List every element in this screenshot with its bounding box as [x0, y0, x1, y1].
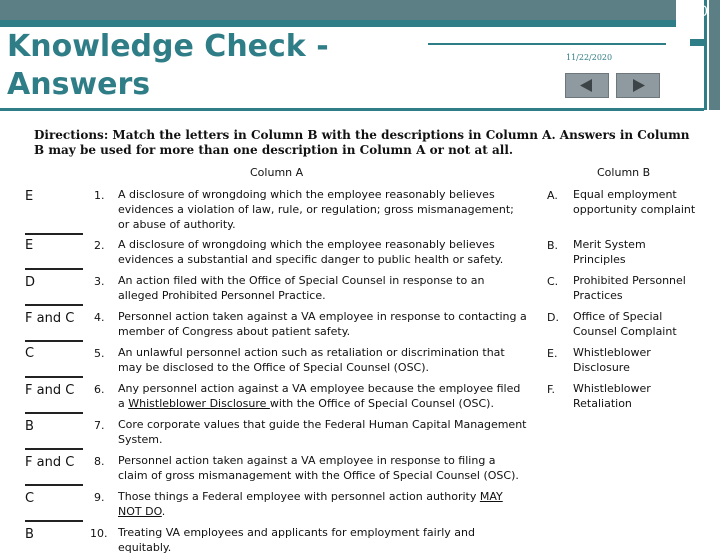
column-b-letter: E. [547, 347, 558, 360]
column-a-item-2: A disclosure of wrongdoing which the employee reasonably believes evidences a substantial and specific danger to public health or safety. [118, 238, 504, 266]
answer-10: B [25, 527, 34, 542]
item-9-text-before: Those things a Federal employee with personnel action authority [118, 490, 480, 503]
column-b-item-d: Office of Special Counsel Complaint [573, 310, 677, 338]
header-bar-accent [0, 20, 676, 27]
item-6-text-underlined: Whistleblower Disclosure [128, 397, 270, 410]
answer-7: B [25, 419, 34, 434]
column-b-letter: C. [547, 275, 559, 288]
column-b-item-b: Merit System Principles [573, 238, 646, 266]
column-b-header: Column B [597, 166, 651, 179]
item-number: 9. [94, 491, 105, 504]
forward-arrow-icon [617, 74, 659, 97]
item-9-text-underlined: MAY NOT DO [118, 490, 503, 518]
column-b-item-f: Whistleblower Retaliation [573, 382, 651, 410]
answer-underline [25, 448, 83, 450]
title-rule-end [690, 39, 704, 46]
answer-underline [25, 412, 83, 414]
column-a-item-3: An action filed with the Office of Special Counsel in response to an alleged Prohibited Personnel Practice. [118, 274, 485, 302]
item-number: 8. [94, 455, 105, 468]
item-number: 6. [94, 383, 105, 396]
answer-2: E [25, 238, 34, 253]
item-6-text-before: Any personnel action against a VA employee because the employee filed a [118, 382, 521, 410]
column-a-item-6 [118, 381, 528, 411]
answer-underline [25, 304, 83, 306]
column-a-item-10: Treating VA employees and applicants for employment fairly and equitably. [118, 526, 475, 554]
column-a-header: Column A [250, 166, 304, 179]
item-number: 4. [94, 311, 105, 324]
right-edge-bar [704, 0, 720, 540]
item-number: 3. [94, 275, 105, 288]
answer-underline [25, 268, 83, 270]
column-a-item-4: Personnel action taken against a VA employee in response to contacting a member of Congress about patient safety. [118, 310, 527, 338]
title-rule [428, 43, 666, 45]
back-arrow-icon [566, 74, 608, 97]
column-a-item-5: An unlawful personnel action such as retaliation or discrimination that may be disclosed to the Office of Special Counsel (OSC). [118, 346, 505, 374]
column-b-letter: B. [547, 239, 559, 252]
page-title [7, 28, 347, 104]
column-b-item-c: Prohibited Personnel Practices [573, 274, 686, 302]
column-b-letter: A. [547, 189, 558, 202]
item-9-text-after: . [161, 505, 166, 518]
answer-underline [25, 233, 83, 235]
slide-date: 11/22/2020 [566, 53, 613, 62]
item-6-text-after: with the Office of Special Counsel (OSC). [269, 397, 494, 410]
header-bar [0, 0, 720, 27]
answer-9: C [25, 491, 35, 506]
column-a-item-9 [118, 489, 528, 519]
answer-6: F and C [25, 383, 75, 398]
forward-button[interactable] [616, 73, 660, 98]
page-title-text: Knowledge Check - Answers [7, 29, 329, 102]
item-number: 10. [90, 527, 108, 540]
column-a-item-7: Core corporate values that guide the Federal Human Capital Management System. [118, 418, 527, 446]
answer-8: F and C [25, 455, 75, 470]
column-b-item-e: Whistleblower Disclosure [573, 346, 651, 374]
page-number: 30 [690, 4, 708, 20]
right-edge-dark [709, 0, 720, 110]
answer-underline [25, 376, 83, 378]
column-b-item-a: Equal employment opportunity complaint [573, 188, 696, 216]
column-a-item-1: A disclosure of wrongdoing which the employee reasonably believes evidences a violation of law, rule, or regulation; gross mismanagement; or abuse of authority. [118, 188, 514, 231]
header-divider [0, 108, 704, 111]
item-number: 7. [94, 419, 105, 432]
item-number: 1. [94, 189, 105, 202]
column-b-letter: F. [547, 383, 556, 396]
answer-underline [25, 520, 83, 522]
answer-5: C [25, 346, 35, 361]
answer-underline [25, 484, 83, 486]
answer-4: F and C [25, 311, 75, 326]
column-b-letter: D. [547, 311, 559, 324]
back-button[interactable] [565, 73, 609, 98]
item-number: 5. [94, 347, 105, 360]
answer-3: D [25, 275, 36, 290]
item-number: 2. [94, 239, 105, 252]
answer-1: E [25, 189, 34, 204]
column-a-item-8: Personnel action taken against a VA employee in response to filing a claim of gross mismanagement with the Office of Special Counsel (OSC). [118, 454, 519, 482]
answer-underline [25, 340, 83, 342]
directions-text: Directions: Match the letters in Column B with the descriptions in Column A. Answers in Column B may be used for more than one description in Column A or not at all. [34, 128, 690, 157]
